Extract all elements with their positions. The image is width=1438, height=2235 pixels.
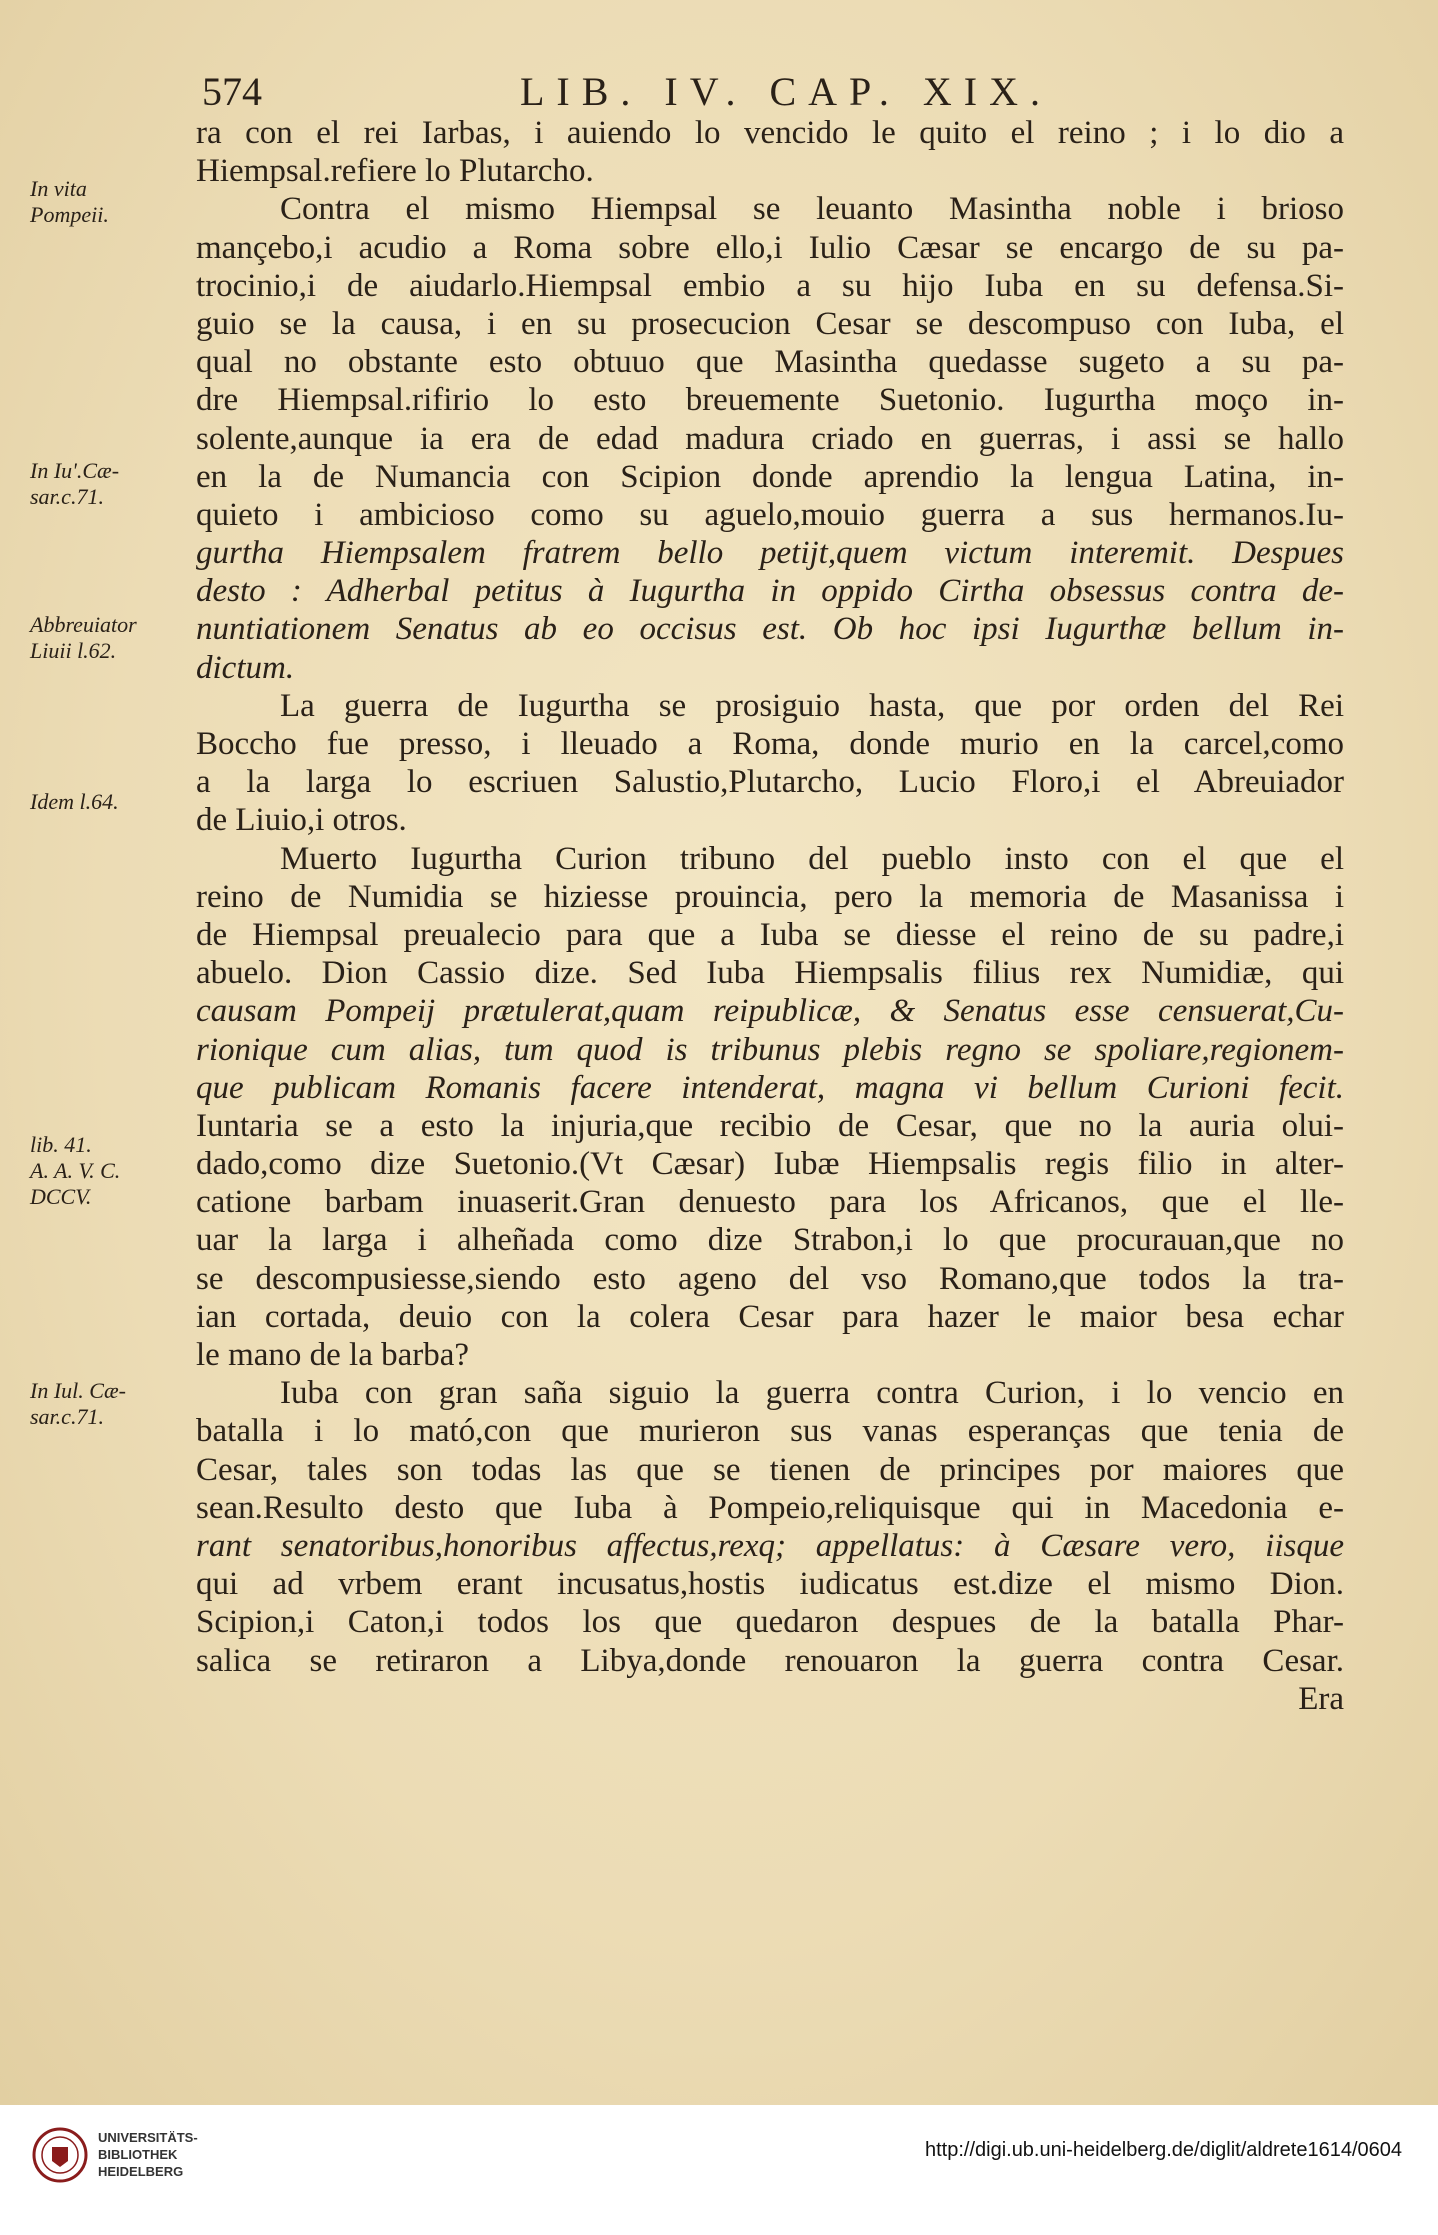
text-line: solente,aunque ia era de edad madura criado en guerras, i assi se hallo bbox=[196, 420, 1344, 457]
text-line: batalla i lo mató,con que murieron sus vanas esperanças que tenia de bbox=[196, 1413, 1344, 1450]
text-line: ian cortada, deuio con la colera Cesar para hazer le maior besa echar bbox=[196, 1298, 1344, 1335]
text-line-latin: rionique cum alias, tum quod is tribunus plebis regno se spoliare,regionem- bbox=[196, 1031, 1344, 1068]
text-line-latin: nuntiationem Senatus ab eo occisus est. Ob hoc ipsi Iugurthæ bellum in- bbox=[196, 611, 1344, 648]
page-body bbox=[196, 114, 1344, 1718]
text-line: dado,como dize Suetonio.(Vt Cæsar) Iubæ Hiempsalis regis filio in alter- bbox=[196, 1146, 1344, 1183]
text-line: Scipion,i Caton,i todos los que quedaron despues de la batalla Phar- bbox=[196, 1604, 1344, 1641]
text-line-latin: causam Pompeij prætulerat,quam reipublicæ, & Senatus esse censuerat,Cu- bbox=[196, 993, 1344, 1030]
text-line: La guerra de Iugurtha se prosiguio hasta, que por orden del Rei bbox=[280, 687, 1344, 724]
margin-note: Idem l.64. bbox=[30, 789, 119, 814]
text-line: qual no obstante esto obtuuo que Masintha quedasse sugeto a su pa- bbox=[196, 344, 1344, 381]
text-line-latin: que publicam Romanis facere intenderat, magna vi bellum Curioni fecit. bbox=[196, 1069, 1344, 1106]
permalink-url[interactable]: http://digi.ub.uni-heidelberg.de/diglit/aldrete1614/0604 bbox=[924, 2139, 1402, 2161]
text-line: Contra el mismo Hiempsal se leuanto Masintha noble i brioso bbox=[280, 191, 1344, 228]
text-line: reino de Numidia se hiziesse prouincia, pero la memoria de Masanissa i bbox=[196, 878, 1344, 915]
margin-note: Abbreuiator Liuii l.62. bbox=[30, 612, 137, 663]
text-line-latin: dictum. bbox=[196, 649, 295, 686]
margin-note: In Iul. Cæ- sar.c.71. bbox=[30, 1378, 126, 1429]
text-line: Cesar, tales son todas las que se tienen de principes por maiores que bbox=[196, 1451, 1344, 1488]
page-number: 574 bbox=[202, 69, 262, 114]
text-line: Boccho fue presso, i lleuado a Roma, donde murio en la carcel,como bbox=[196, 726, 1344, 762]
institution-name: UNIVERSITÄTS- BIBLIOTHEK HEIDELBERG bbox=[98, 2130, 198, 2179]
text-line: trocinio,i de aiudarlo.Hiempsal embio a su hijo Iuba en su defensa.Si- bbox=[196, 267, 1344, 304]
text-line: mançebo,i acudio a Roma sobre ello,i Iulio Cæsar se encargo de su pa- bbox=[196, 229, 1344, 266]
text-line: catione barbam inuaserit.Gran denuesto para los Africanos, que el lle- bbox=[196, 1184, 1344, 1221]
text-line-latin: gurtha Hiempsalem fratrem bello petijt,quem victum interemit. Despues bbox=[196, 535, 1344, 572]
text-line: a la larga lo escriuen Salustio,Plutarcho, Lucio Floro,i el Abreuiador bbox=[196, 764, 1344, 801]
text-line: de Liuio,i otros. bbox=[196, 802, 407, 839]
university-seal-icon bbox=[32, 2127, 88, 2183]
text-line: quieto i ambicioso como su aguelo,mouio guerra a sus hermanos.Iu- bbox=[196, 496, 1344, 533]
margin-note: In Iu'.Cæ- sar.c.71. bbox=[30, 458, 120, 509]
text-line: Muerto Iugurtha Curion tribuno del pueblo insto con el que el bbox=[280, 840, 1344, 877]
footer-bar bbox=[0, 2105, 1438, 2235]
text-line: ra con el rei Iarbas, i auiendo lo vencido le quito el reino ; i lo dio a bbox=[196, 115, 1344, 151]
text-line-latin: desto : Adherbal petitus à Iugurtha in oppido Cirtha obsessus contra de- bbox=[196, 573, 1344, 610]
text-line: sean.Resulto desto que Iuba à Pompeio,reliquisque qui in Macedonia e- bbox=[196, 1489, 1344, 1526]
text-line: se descompusiesse,siendo esto ageno del vso Romano,que todos la tra- bbox=[196, 1260, 1344, 1297]
text-line: salica se retiraron a Libya,donde renouaron la guerra contra Cesar. bbox=[196, 1642, 1344, 1679]
text-line: le mano de la barba? bbox=[196, 1337, 470, 1373]
running-title: LIB. IV. CAP. XIX. bbox=[520, 69, 1052, 114]
text-line: Hiempsal.refiere lo Plutarcho. bbox=[196, 153, 594, 190]
text-line: guio se la causa, i en su prosecucion Cesar se descompuso con Iuba, el bbox=[196, 305, 1344, 342]
text-line: abuelo. Dion Cassio dize. Sed Iuba Hiempsalis filius rex Numidiæ, qui bbox=[196, 955, 1344, 992]
text-line-latin: rant senatoribus,honoribus affectus,rexq; appellatus: à Cæsare vero, iisque bbox=[196, 1527, 1344, 1564]
text-line: de Hiempsal preualecio para que a Iuba se diesse el reino de su padre,i bbox=[196, 916, 1344, 953]
margin-note: In vita Pompeii. bbox=[30, 176, 109, 227]
text-line: dre Hiempsal.rifirio lo esto breuemente Suetonio. Iugurtha moço in- bbox=[196, 382, 1344, 419]
margin-note: lib. 41. A. A. V. C. DCCV. bbox=[30, 1132, 121, 1209]
text-line: uar la larga i alheñada como dize Strabon,i lo que procurauan,que no bbox=[196, 1222, 1344, 1259]
text-line: Iuntaria se a esto la injuria,que recibio de Cesar, que no la auria olui- bbox=[196, 1107, 1344, 1144]
text-line: qui ad vrbem erant incusatus,hostis iudicatus est.dize el mismo Dion. bbox=[196, 1566, 1344, 1603]
text-line: en la de Numancia con Scipion donde aprendio la lengua Latina, in- bbox=[196, 458, 1344, 495]
catchword: Era bbox=[1298, 1680, 1344, 1717]
text-line: Iuba con gran saña siguio la guerra contra Curion, i lo vencio en bbox=[280, 1375, 1344, 1412]
